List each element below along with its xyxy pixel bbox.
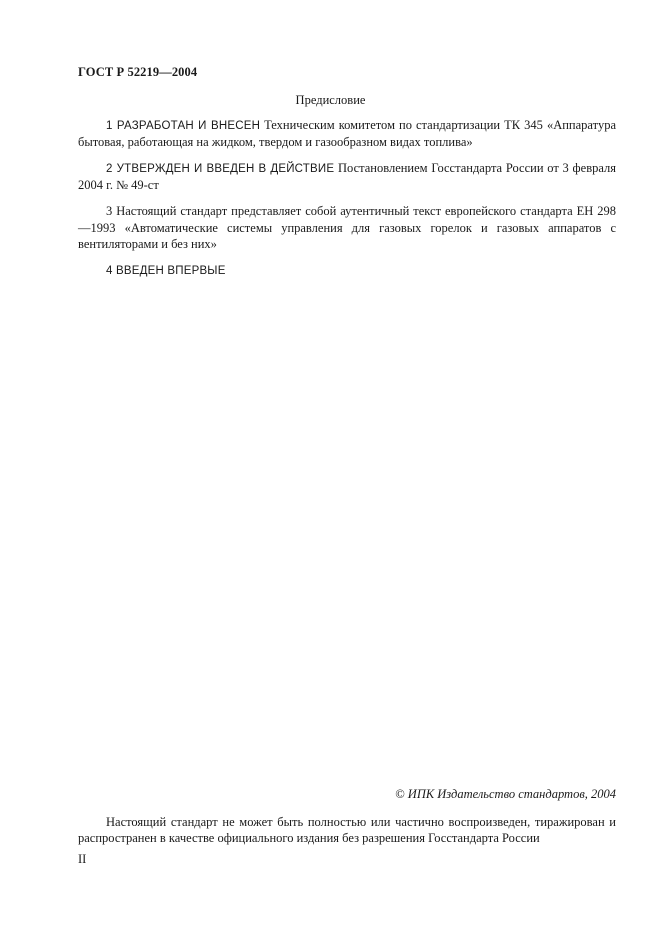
preface-item-4 (78, 262, 616, 279)
preface-item-1-text: Техническим комитетом по стандартизации ТК 345 «Аппаратура бытовая, работающая на жидком, твердом и газообразном видах топлива» (78, 118, 616, 149)
copyright-line: © ИПК Издательство стандартов, 2004 (395, 787, 616, 801)
preface-title: Предисловие (295, 93, 366, 107)
document-code: ГОСТ Р 52219—2004 (78, 65, 198, 79)
preface-item-1 (78, 117, 616, 150)
preface-item-3-text: 3 Настоящий стандарт представляет собой аутентичный текст европейского стандарта ЕН 298—1993 «Автоматические системы управления для газовых горелок и газовых аппаратов с вентиляторами и без них» (78, 204, 616, 251)
preface-item-1-lead: 1 РАЗРАБОТАН И ВНЕСЕН (106, 120, 261, 132)
preface-item-2 (78, 160, 616, 193)
preface-body (78, 117, 616, 289)
page-number: II (78, 852, 87, 866)
preface-item-4-lead: 4 ВВЕДЕН ВПЕРВЫЕ (106, 265, 226, 277)
preface-item-2-lead: 2 УТВЕРЖДЕН И ВВЕДЕН В ДЕЙСТВИЕ (106, 163, 335, 175)
reproduction-notice: Настоящий стандарт не может быть полностью или частично воспроизведен, тиражирован и распространен в качестве официального издания без разрешения Госстандарта России (78, 815, 616, 845)
preface-item-3 (78, 203, 616, 252)
preface-item-2-text: Постановлением Госстандарта России от 3 февраля 2004 г. № 49-ст (78, 161, 616, 192)
